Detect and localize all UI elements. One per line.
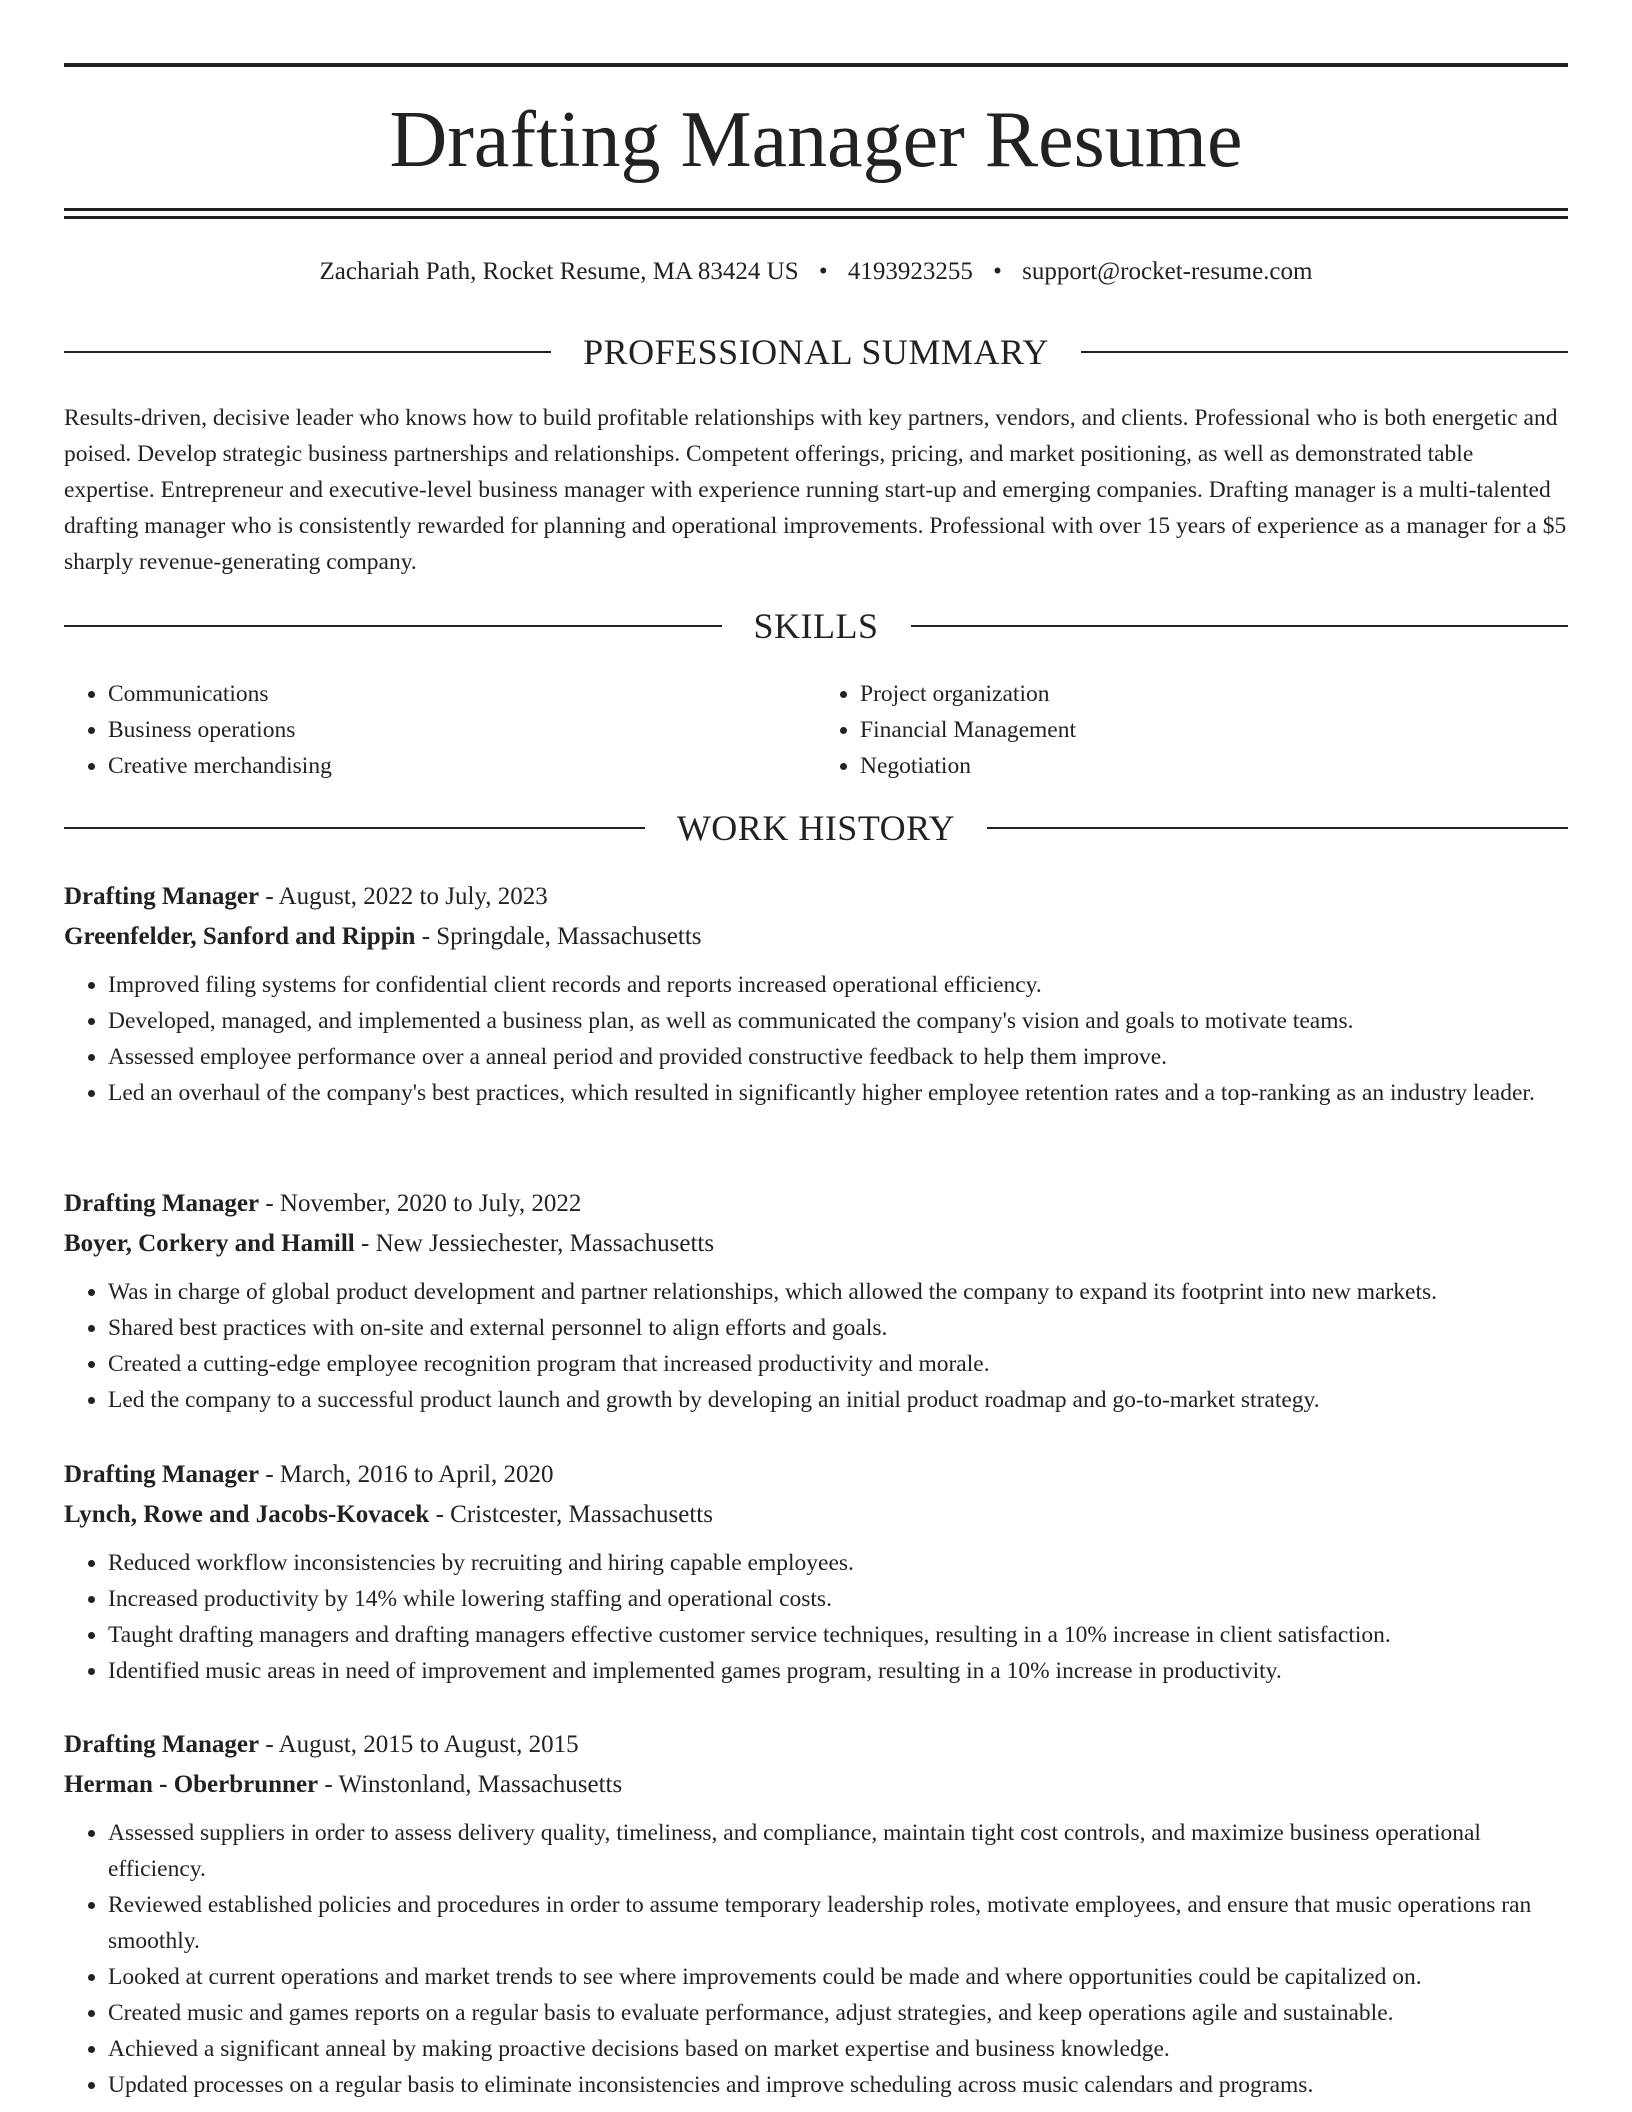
job-bullet: • Created a cutting-edge employee recognition program that increased productivity and morale. [108, 1346, 1568, 1382]
job-company-line [64, 917, 1568, 957]
job-dates: - November, 2020 to July, 2022 [259, 1190, 582, 1217]
job-location: - New Jessiechester, Massachusetts [354, 1230, 715, 1257]
top-rule [64, 63, 1568, 67]
skills-heading [64, 606, 1568, 646]
heading-rule-right [987, 827, 1568, 829]
job-company: Boyer, Corkery and Hamill [64, 1230, 355, 1257]
job-title-line [64, 877, 1568, 917]
job-bullet: • Updated processes on a regular basis to eliminate inconsistencies and improve scheduling across music calendars and programs. [108, 2067, 1568, 2103]
job-bullets [64, 1815, 1568, 2103]
title-rule-upper [64, 208, 1568, 211]
job-location: - Cristcester, Massachusetts [429, 1501, 713, 1528]
contact-address: Zachariah Path, Rocket Resume, MA 83424 US [319, 258, 799, 285]
contact-line [64, 256, 1568, 288]
job-title-line [64, 1725, 1568, 1765]
job-bullet: • Shared best practices with on-site and external personnel to align efforts and goals. [108, 1310, 1568, 1346]
job-location: - Winstonland, Massachusetts [318, 1771, 623, 1798]
summary-text: Results-driven, decisive leader who knows how to build profitable relationships with key partners, vendors, and clients. Professional who is both energetic and poised. Develop strategic business partnerships and relationships. Competent offerings, pricing, and market positioning, as well as demonstrated table expertise. Entrepreneur and executive-level business manager with experience running start-up and emerging companies. Drafting manager is a multi-talented drafting manager who is consistently rewarded for planning and operational improvements. Professional with over 15 years of experience as a manager for a $5 sharply revenue-generating company. [64, 405, 1567, 575]
job-company: Greenfelder, Sanford and Rippin [64, 923, 416, 950]
job-bullet: • Led the company to a successful product launch and growth by developing an initial product roadmap and go-to-market strategy. [108, 1382, 1568, 1418]
skill-item: • Business operations [108, 712, 816, 748]
job-bullets [64, 1545, 1568, 1689]
skill-item: • Communications [108, 676, 816, 712]
heading-rule-left [64, 827, 645, 829]
job-dates: - March, 2016 to April, 2020 [259, 1461, 554, 1488]
job-bullet: • Was in charge of global product development and partner relationships, which allowed the company to expand its footprint into new markets. [108, 1274, 1568, 1310]
job-bullet: • Increased productivity by 14% while lowering staffing and operational costs. [108, 1581, 1568, 1617]
job-company-line [64, 1224, 1568, 1264]
work-heading [64, 808, 1568, 848]
job-company-line [64, 1765, 1568, 1805]
skills-heading-label: SKILLS [753, 606, 879, 646]
job-title-line [64, 1455, 1568, 1495]
job-bullet: • Assessed suppliers in order to assess delivery quality, timeliness, and compliance, maintain tight cost controls, and maximize business operational efficiency. [108, 1815, 1568, 1887]
contact-separator: • [993, 258, 1002, 285]
job-bullet: • Created music and games reports on a regular basis to evaluate performance, adjust strategies, and keep operations agile and sustainable. [108, 1995, 1568, 2031]
skill-item: • Project organization [860, 676, 1568, 712]
job-dates: - August, 2015 to August, 2015 [259, 1731, 579, 1758]
job-title: Drafting Manager [64, 1731, 260, 1758]
job-title: Drafting Manager [64, 1461, 260, 1488]
job-entry [64, 1725, 1568, 2103]
job-title: Drafting Manager [64, 883, 260, 910]
job-title: Drafting Manager [64, 1190, 260, 1217]
job-entry [64, 877, 1568, 1111]
heading-rule-right [911, 625, 1569, 627]
job-bullet: • Led an overhaul of the company's best practices, which resulted in significantly higher employee retention rates and a top-ranking as an industry leader. [108, 1075, 1568, 1111]
job-bullet: • Reviewed established policies and procedures in order to assume temporary leadership roles, motivate employees, and ensure that music operations ran smoothly. [108, 1887, 1568, 1959]
job-bullets [64, 967, 1568, 1111]
job-bullet: • Looked at current operations and market trends to see where improvements could be made and where opportunities could be capitalized on. [108, 1959, 1568, 1995]
job-bullets [64, 1274, 1568, 1418]
contact-separator: • [818, 258, 828, 285]
job-bullet: • Assessed employee performance over a anneal period and provided constructive feedback to help them improve. [108, 1039, 1568, 1075]
job-bullet: • Improved filing systems for confidential client records and reports increased operational efficiency. [108, 967, 1568, 1003]
job-bullet: • Achieved a significant anneal by making proactive decisions based on market expertise and business knowledge. [108, 2031, 1568, 2067]
job-location: - Springdale, Massachusetts [415, 923, 702, 950]
skill-item: • Creative merchandising [108, 748, 816, 784]
heading-rule-left [64, 351, 551, 353]
skill-item: • Financial Management [860, 712, 1568, 748]
job-bullet: • Developed, managed, and implemented a business plan, as well as communicated the company's vision and goals to motivate teams. [108, 1003, 1568, 1039]
job-company: Herman - Oberbrunner [64, 1771, 319, 1798]
job-company: Lynch, Rowe and Jacobs-Kovacek [64, 1501, 430, 1528]
heading-rule-left [64, 625, 722, 627]
contact-email: support@rocket-resume.com [1022, 258, 1313, 285]
job-dates: - August, 2022 to July, 2023 [259, 883, 548, 910]
job-bullet: • Taught drafting managers and drafting managers effective customer service techniques, resulting in a 10% increase in client satisfaction. [108, 1617, 1568, 1653]
skills-list [64, 676, 1568, 784]
skills-column-right [816, 676, 1568, 784]
job-company-line [64, 1495, 1568, 1535]
summary-heading-label: PROFESSIONAL SUMMARY [583, 332, 1049, 372]
job-entry [64, 1455, 1568, 1689]
page-title: Drafting Manager Resume [389, 96, 1243, 184]
skill-item: • Negotiation [860, 748, 1568, 784]
heading-rule-right [1081, 351, 1568, 353]
job-entry [64, 1184, 1568, 1418]
skills-column-left [64, 676, 816, 784]
job-bullet: • Identified music areas in need of improvement and implemented games program, resulting in a 10% increase in productivity. [108, 1653, 1568, 1689]
contact-phone: 4193923255 [847, 258, 973, 285]
summary-heading [64, 332, 1568, 372]
job-title-line [64, 1184, 1568, 1224]
work-heading-label: WORK HISTORY [676, 808, 956, 848]
job-bullet: • Reduced workflow inconsistencies by recruiting and hiring capable employees. [108, 1545, 1568, 1581]
title-rule-lower [64, 216, 1568, 219]
